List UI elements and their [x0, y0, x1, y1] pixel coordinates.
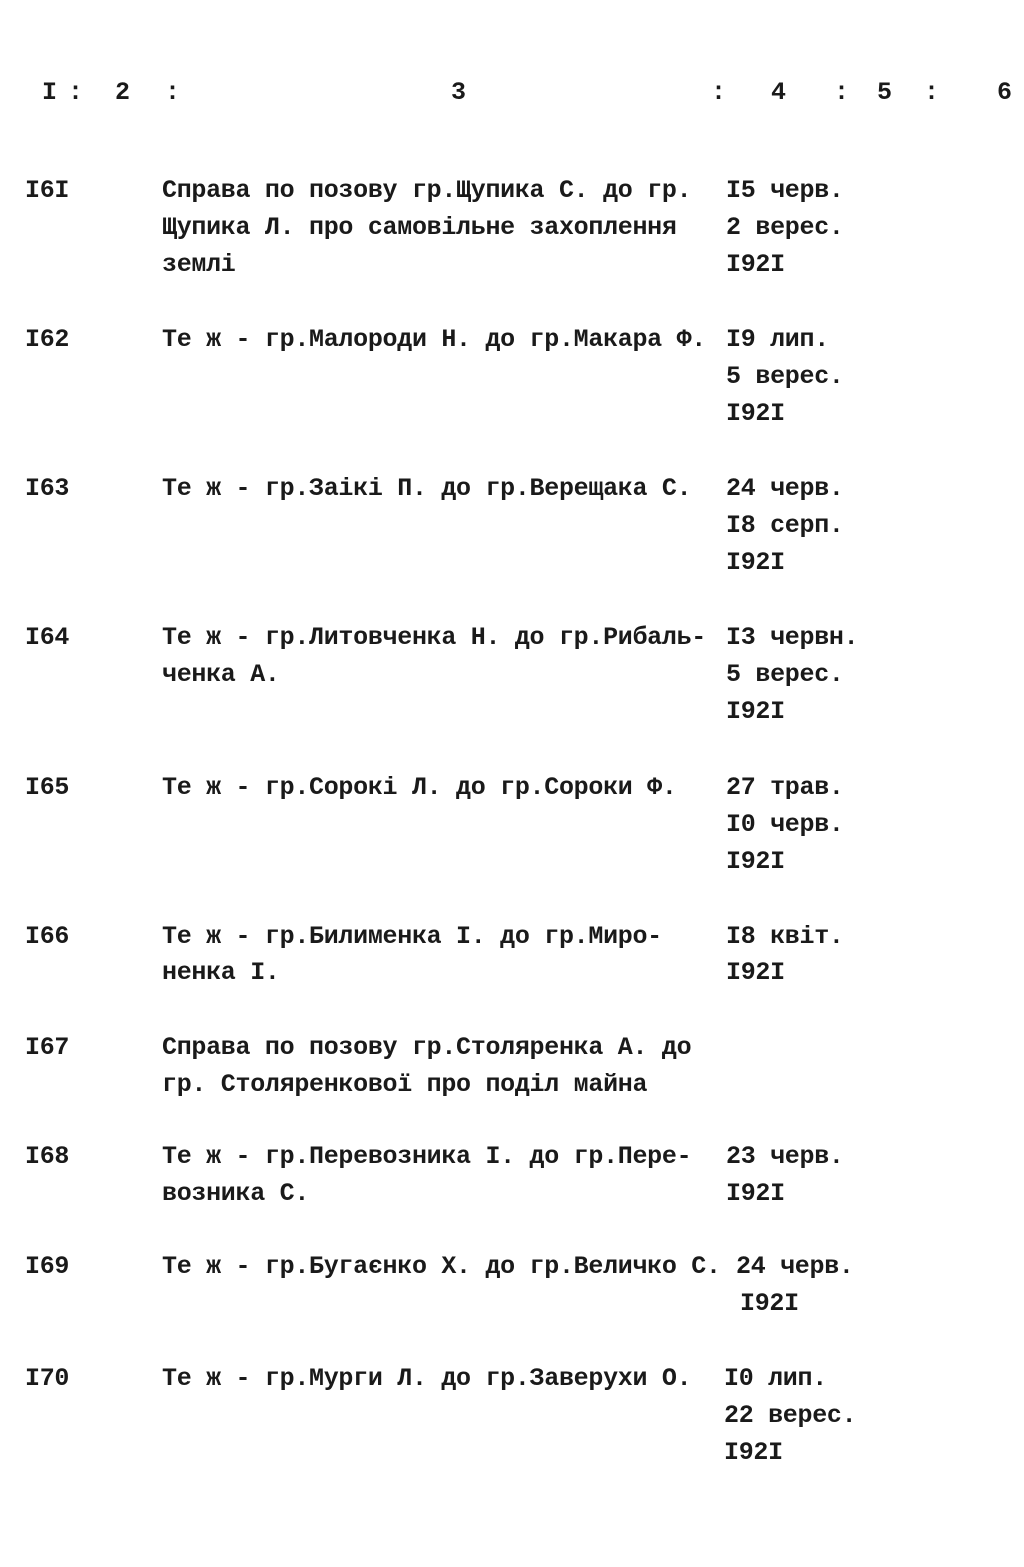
entry-date: 24 черв. — [736, 1252, 854, 1281]
col-3-header: 3 — [451, 78, 466, 107]
entry-date: I8 серп. — [726, 511, 844, 540]
entry-number: I67 — [25, 1033, 70, 1062]
entry-text: Те ж - гр.Литовченка Н. до гр.Рибаль- — [162, 623, 706, 652]
entry-date: 23 черв. — [726, 1142, 844, 1171]
entry-date: I92I — [726, 1179, 785, 1208]
entry-number: I65 — [25, 773, 70, 802]
entry-text: Те ж - гр.Билименка І. до гр.Миро- — [162, 922, 662, 951]
entry-text: Справа по позову гр.Столяренка А. до — [162, 1033, 692, 1062]
entry-number: I68 — [25, 1142, 70, 1171]
entry-number: I64 — [25, 623, 70, 652]
col-1-header: I — [42, 78, 57, 107]
entry-date: I8 квіт. — [726, 922, 844, 951]
entry-date: I92I — [726, 958, 785, 987]
entry-date: I92I — [726, 697, 785, 726]
entry-text: гр. Столяренкової про поділ майна — [162, 1070, 648, 1099]
entry-date: 2 верес. — [726, 213, 844, 242]
entry-number: I70 — [25, 1364, 70, 1393]
entry-date: I92I — [740, 1289, 799, 1318]
col-6-header: 6 — [997, 78, 1012, 107]
entry-text: Те ж - гр.Бугаєнко Х. до гр.Величко С. — [162, 1252, 721, 1281]
entry-number: I6I — [25, 176, 70, 205]
entry-text: ненка І. — [162, 958, 280, 987]
entry-text: Справа по позову гр.Щупика С. до гр. — [162, 176, 692, 205]
entry-text: возника С. — [162, 1179, 310, 1208]
entry-number: I62 — [25, 325, 70, 354]
entry-date: 5 верес. — [726, 362, 844, 391]
entry-text: землі — [162, 250, 236, 279]
col-separator: : — [68, 78, 83, 107]
col-2-header: 2 — [115, 78, 130, 107]
entry-date: I92I — [724, 1438, 783, 1467]
col-separator: : — [711, 78, 726, 107]
col-5-header: 5 — [877, 78, 892, 107]
entry-number: I66 — [25, 922, 70, 951]
entry-date: 22 верес. — [724, 1401, 857, 1430]
entry-date: I3 червн. — [726, 623, 859, 652]
entry-text: Те ж - гр.Сорокі Л. до гр.Сороки Ф. — [162, 773, 677, 802]
entry-number: I69 — [25, 1252, 70, 1281]
entry-text: Те ж - гр.Заікі П. до гр.Верещака С. — [162, 474, 692, 503]
entry-date: I92I — [726, 250, 785, 279]
entry-date: 5 верес. — [726, 660, 844, 689]
entry-text: Те ж - гр.Мурги Л. до гр.Заверухи О. — [162, 1364, 692, 1393]
entry-date: I92I — [726, 847, 785, 876]
entry-text: Те ж - гр.Перевозника І. до гр.Пере- — [162, 1142, 692, 1171]
entry-date: 24 черв. — [726, 474, 844, 503]
col-separator: : — [834, 78, 849, 107]
entry-date: 27 трав. — [726, 773, 844, 802]
entry-date: I0 черв. — [726, 810, 844, 839]
entry-number: I63 — [25, 474, 70, 503]
entry-text: ченка А. — [162, 660, 280, 689]
entry-date: I5 черв. — [726, 176, 844, 205]
col-separator: : — [165, 78, 180, 107]
entry-date: I0 лип. — [724, 1364, 827, 1393]
entry-text: Те ж - гр.Малороди Н. до гр.Макара Ф. — [162, 325, 706, 354]
entry-text: Щупика Л. про самовільне захоплення — [162, 213, 677, 242]
entry-date: I92I — [726, 548, 785, 577]
col-separator: : — [924, 78, 939, 107]
col-4-header: 4 — [771, 78, 786, 107]
entry-date: I9 лип. — [726, 325, 829, 354]
entry-date: I92I — [726, 399, 785, 428]
